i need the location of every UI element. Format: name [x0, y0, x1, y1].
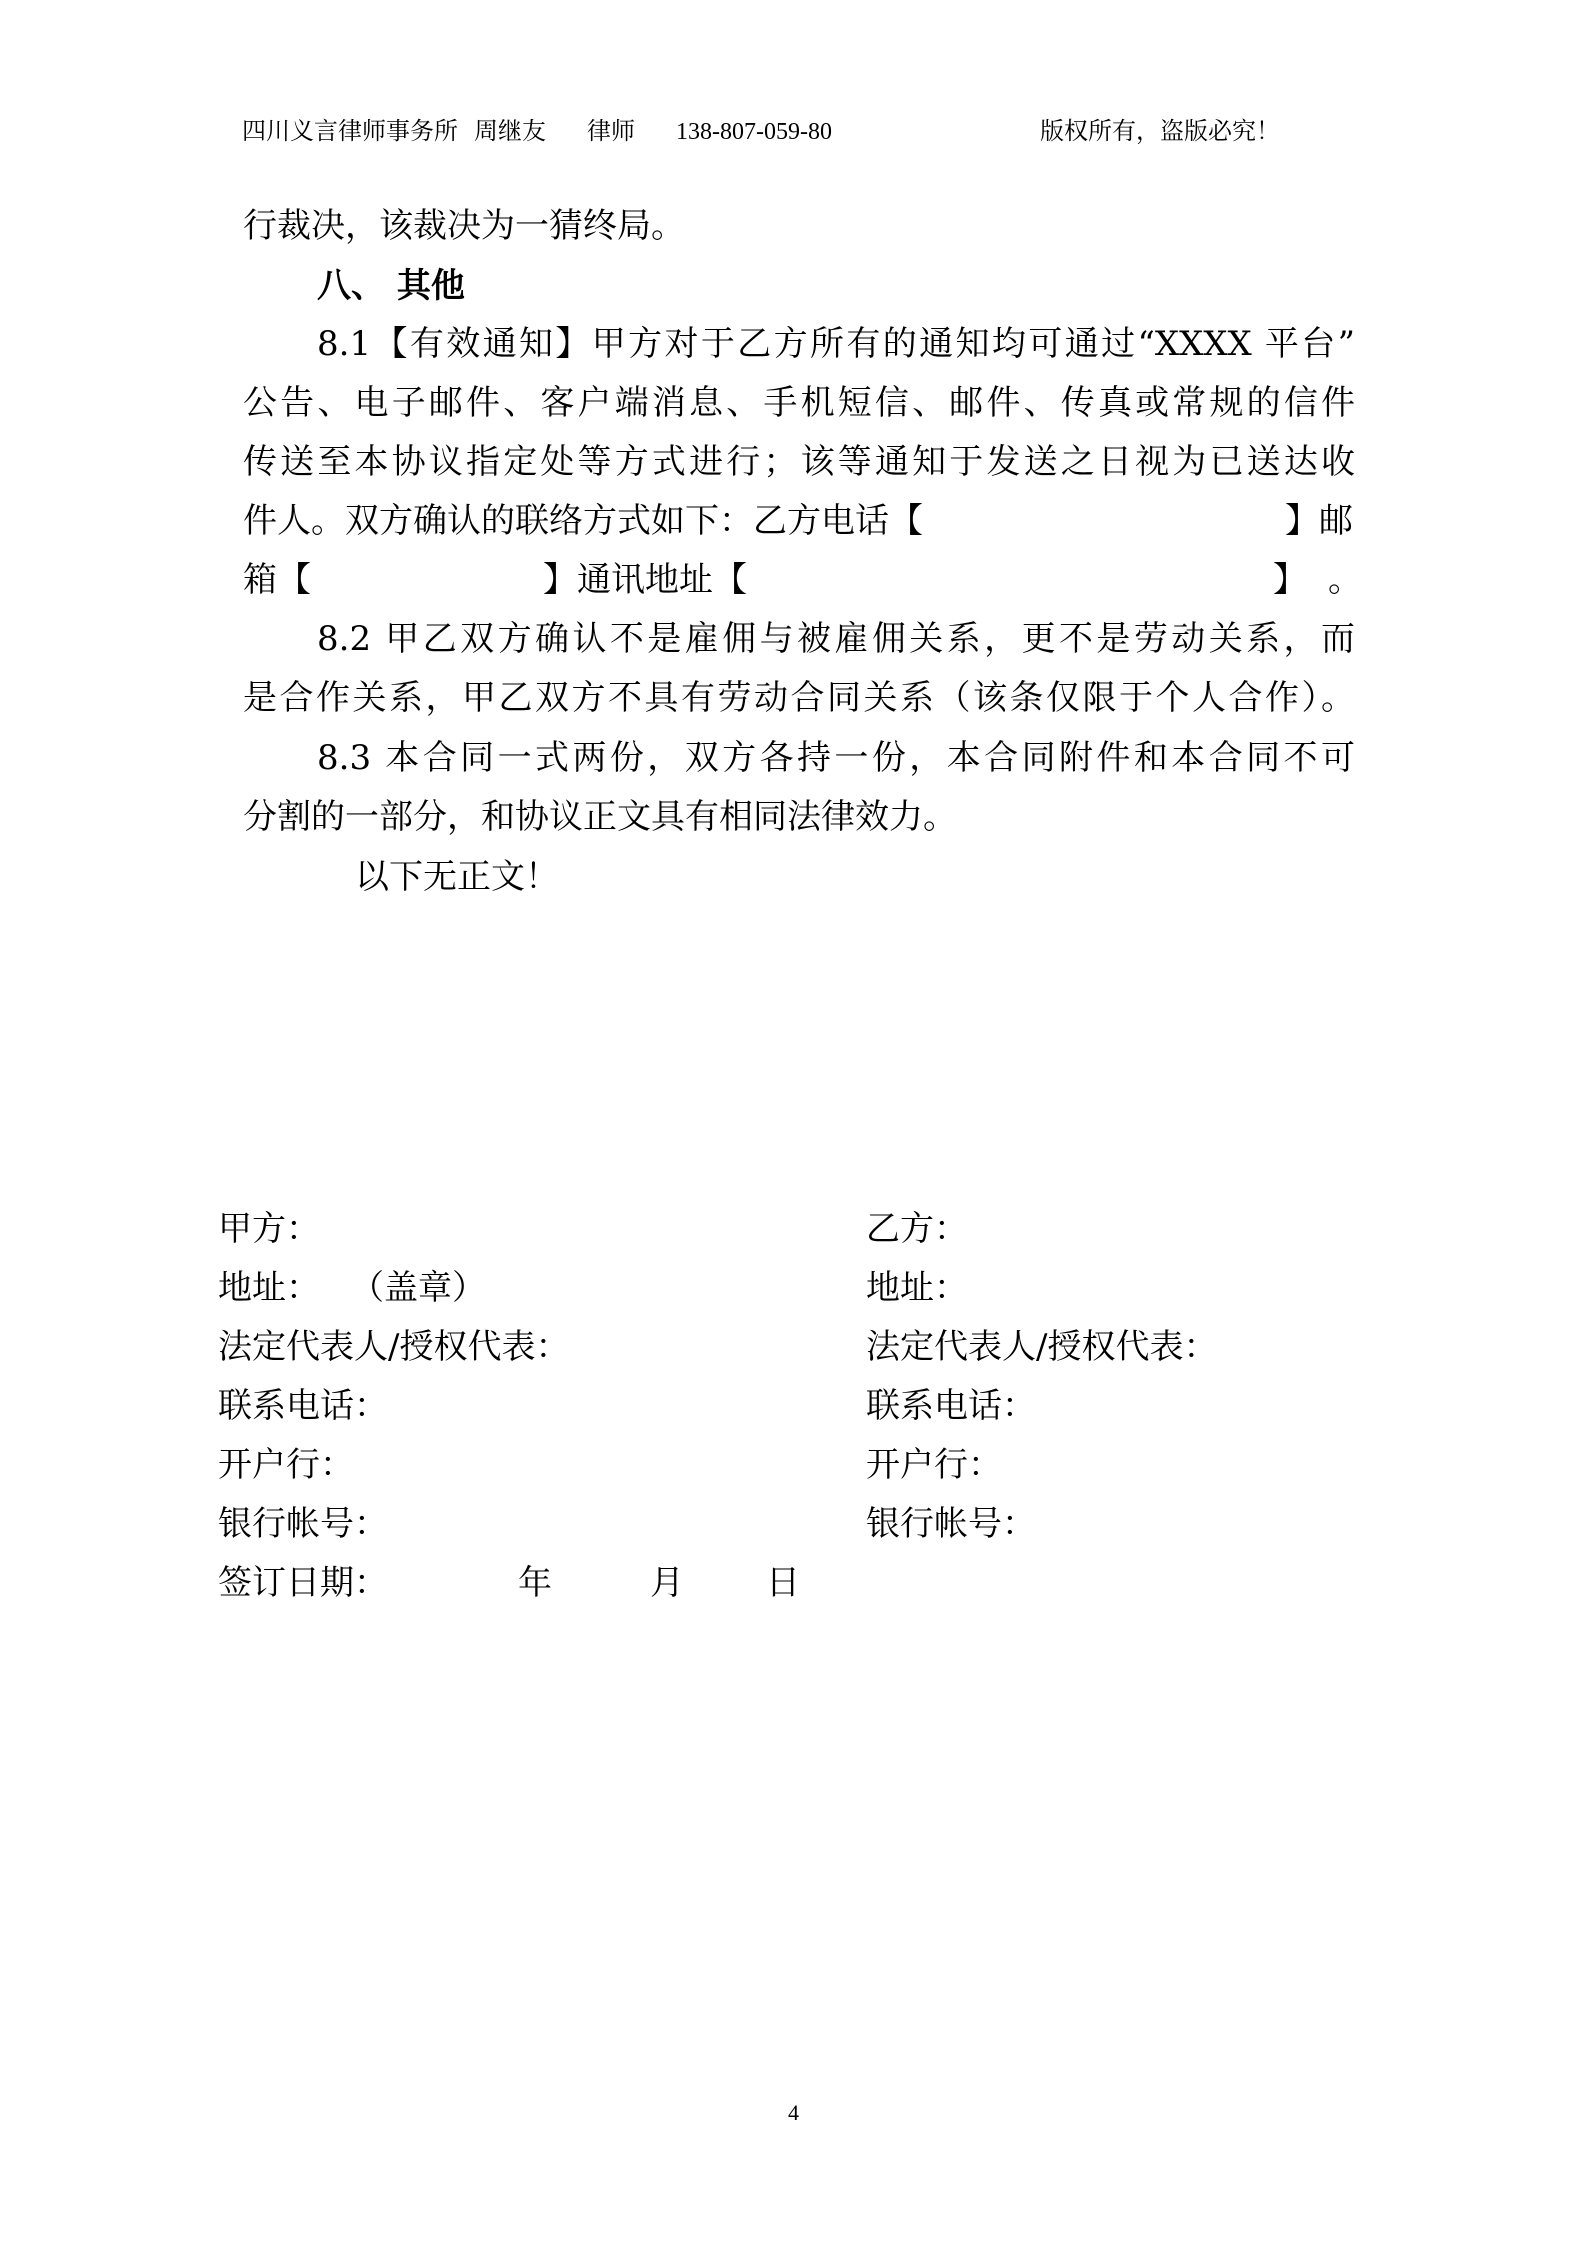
page-header — [0, 112, 1587, 152]
header-lawyer-title: 律师 — [587, 119, 635, 145]
address-label: 】通讯地址【 — [543, 560, 747, 600]
continuation-text: 行裁决，该裁决为一猜终局。 — [243, 206, 685, 246]
clause-8-3-line-1: 8.3 本合同一式两份，双方各持一份，本合同附件和本合同不可 — [317, 738, 1355, 778]
party-a-signature-block — [218, 1200, 800, 1613]
party-b-signature-block — [866, 1200, 1217, 1554]
party-b-representative-label: 法定代表人/授权代表： — [866, 1327, 1218, 1367]
signing-date-row — [218, 1554, 800, 1613]
contract-body — [243, 197, 1362, 917]
party-a-account-label: 银行帐号： — [218, 1504, 388, 1544]
signing-date-label: 签订日期： — [218, 1563, 388, 1603]
party-b-account-label: 银行帐号： — [866, 1504, 1036, 1544]
party-b-bank-label: 开户行： — [866, 1445, 1002, 1485]
party-a-bank-label: 开户行： — [218, 1445, 354, 1485]
clause-8-2-line-2: 是合作关系，甲乙双方不具有劳动合同关系（该条仅限于个人合作）。 — [243, 678, 1355, 718]
clause-8-1-line-5 — [243, 551, 1362, 610]
party-a-label: 甲方： — [218, 1209, 320, 1249]
clause-8-1-line-4 — [243, 492, 1355, 551]
clause-8-3-line-2: 分割的一部分，和协议正文具有相同法律效力。 — [243, 797, 957, 837]
email-bracket-open: 箱【 — [243, 560, 311, 600]
contact-phone-label: 件人。双方确认的联络方式如下：乙方电话【 — [243, 501, 923, 541]
signing-date-month: 月 — [650, 1563, 684, 1603]
header-copyright: 版权所有，盗版必究！ — [1040, 119, 1280, 145]
page-number: 4 — [788, 2100, 799, 2125]
end-of-text-note: 以下无正文！ — [355, 857, 559, 897]
email-label-start: 】邮 — [1285, 501, 1353, 541]
section-heading: 八、 其他 — [317, 266, 465, 306]
clause-8-1-line-2: 公告、电子邮件、客户端消息、手机短信、邮件、传真或常规的信件 — [243, 383, 1355, 423]
party-a-phone-label: 联系电话： — [218, 1386, 388, 1426]
clause-8-1-period: 。 — [1328, 560, 1362, 600]
address-bracket-close: 】 — [1273, 560, 1307, 600]
header-phone: 138-807-059-80 — [676, 119, 832, 145]
signing-date-day: 日 — [766, 1563, 800, 1603]
clause-8-1-line-3: 传送至本协议指定处等方式进行；该等通知于发送之日视为已送达收 — [243, 442, 1355, 482]
party-b-phone-label: 联系电话： — [866, 1386, 1036, 1426]
party-a-address-label: 地址： — [218, 1268, 320, 1308]
signing-date-year: 年 — [518, 1563, 552, 1603]
party-a-representative-label: 法定代表人/授权代表： — [218, 1327, 570, 1367]
party-b-label: 乙方： — [866, 1209, 968, 1249]
party-b-address-label: 地址： — [866, 1268, 968, 1308]
party-a-seal-note: （盖章） — [350, 1268, 486, 1308]
party-a-address-row — [218, 1259, 569, 1318]
clause-8-1-line-1: 8.1【有效通知】甲方对于乙方所有的通知均可通过“XXXX 平台” — [317, 324, 1355, 364]
clause-8-2-line-1: 8.2 甲乙双方确认不是雇佣与被雇佣关系，更不是劳动关系，而 — [317, 619, 1355, 659]
header-firm-name: 四川义言律师事务所 — [242, 119, 458, 145]
header-lawyer-name: 周继友 — [474, 119, 546, 145]
